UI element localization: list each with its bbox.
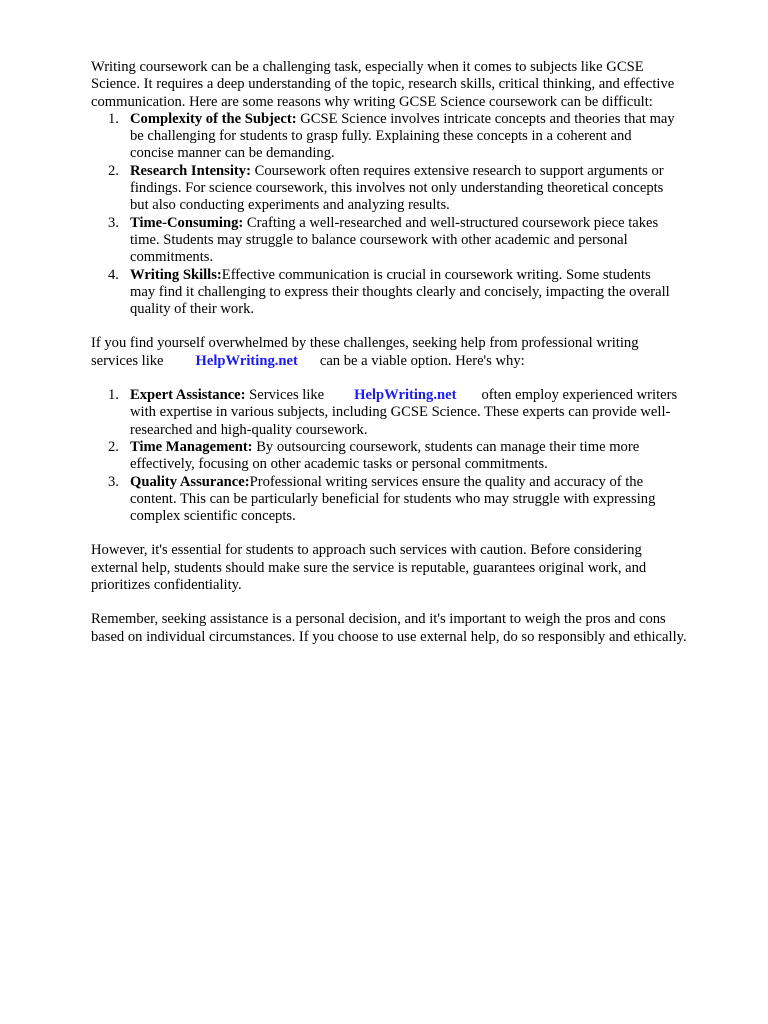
text-line: content. This can be particularly beneficial for students who may struggle with expressing [130,490,656,507]
item-text: Services like [245,387,325,404]
item-label: Time-Consuming: [130,214,244,231]
text-line: If you find yourself overwhelmed by these challenges, seeking help from professional writing [91,335,639,352]
list-number: 4. [108,266,119,283]
item-label: Expert Assistance: [130,387,246,404]
list-number: 2. [108,162,119,179]
text-line: with expertise in various subjects, including GCSE Science. These experts can provide well- [130,404,671,421]
text-line: commitments. [130,249,214,266]
list-number: 1. [108,110,119,127]
list-item [91,163,731,215]
text-line: time. Students may struggle to balance coursework with other academic and personal [130,231,628,248]
item-label: Writing Skills: [130,266,222,283]
item-label: Quality Assurance: [130,473,250,490]
text-line: complex scientific concepts. [130,508,296,525]
text-line: Remember, seeking assistance is a personal decision, and it's important to weigh the pros and cons [91,611,666,628]
text-line: quality of their work. [130,301,255,318]
text-line: but also conducting experiments and analyzing results. [130,197,450,214]
text-line: external help, students should make sure the service is reputable, guarantees original work, and [91,559,647,576]
item-text: Coursework often requires extensive research to support arguments or [250,162,664,179]
list-item [91,474,731,526]
text-line: communication. Here are some reasons why writing GCSE Science coursework can be difficult: [91,93,653,110]
list-number: 2. [108,438,119,455]
item-text: Professional writing services ensure the quality and accuracy of the [249,473,644,490]
list-number: 3. [108,473,119,490]
list-number: 3. [108,214,119,231]
document-page [91,59,731,646]
list-item [91,267,731,319]
benefits-list [91,387,731,525]
text-line: However, it's essential for students to approach such services with caution. Before considering [91,542,642,559]
item-text: Crafting a well-researched and well-structured coursework piece takes [243,214,659,231]
intro-paragraph [91,59,731,111]
text-line: Writing coursework can be a challenging task, especially when it comes to subjects like GCSE [91,59,644,75]
item-text: By outsourcing coursework, students can manage their time more [252,438,640,455]
list-item [91,387,731,439]
helpwriting-link[interactable]: HelpWriting.net [354,387,457,404]
text-line: concise manner can be demanding. [130,145,335,162]
text-line: researched and high-quality coursework. [130,421,368,438]
text-line: prioritizes confidentiality. [91,577,242,594]
text-line: effectively, focusing on other academic tasks or personal commitments. [130,456,548,473]
text-line: be challenging for students to grasp fully. Explaining these concepts in a coherent and [130,128,632,145]
list-item [91,215,731,267]
list-item [91,439,731,474]
text-segment: can be a viable option. Here's why: [319,352,525,369]
list-item [91,111,731,163]
item-text: Effective communication is crucial in coursework writing. Some students [221,266,651,283]
text-line: may find it challenging to express their thoughts clearly and concisely, impacting the overall [130,283,670,300]
item-label: Complexity of the Subject: [130,110,297,127]
item-label: Time Management: [130,438,253,455]
help-paragraph [91,335,731,370]
text-line: findings. For science coursework, this involves not only understanding theoretical concepts [130,180,664,197]
closing-paragraph [91,611,731,646]
caution-paragraph [91,542,731,594]
list-number: 1. [108,387,119,404]
text-line: based on individual circumstances. If you choose to use external help, do so responsibly and ethically. [91,628,687,645]
text-segment: services like [91,352,164,369]
item-label: Research Intensity: [130,162,251,179]
item-text: often employ experienced writers [481,387,678,404]
text-line: Science. It requires a deep understanding of the topic, research skills, critical thinking, and effective [91,76,675,93]
reasons-list [91,111,731,319]
helpwriting-link[interactable]: HelpWriting.net [195,352,298,369]
item-text: GCSE Science involves intricate concepts and theories that may [296,110,675,127]
